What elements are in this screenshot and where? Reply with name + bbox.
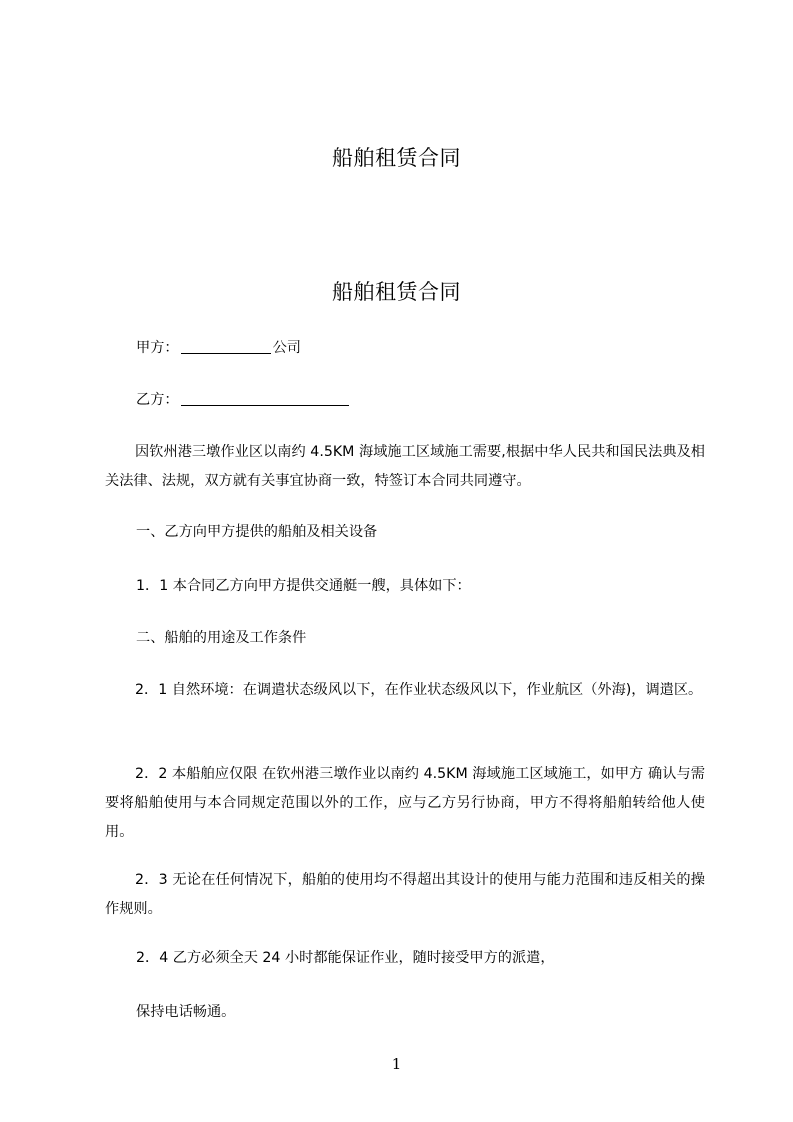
party-a-line [136,338,301,358]
clause-2-3: 2．3 无论在任何情况下，船舶的使用均不得超出其设计的使用与能力范围和违反相关的操作规则。 [105,872,705,917]
party-a-label: 甲方： [136,340,179,356]
document-title-main: 船舶租赁合同 [332,280,461,304]
clause-2-4: 2．4 乙方必须全天 24 小时都能保证作业，随时接受甲方的派遣， [136,950,555,966]
page-number: 1 [391,1055,402,1073]
document-title-top: 船舶租赁合同 [332,146,461,170]
party-b-label: 乙方： [136,392,179,408]
party-b-line [136,390,349,410]
clause-2-2: 2．2 本船舶应仅限 在钦州港三墩作业以南约 4.5KM 海域施工区域施工，如甲方 确认与需要将船舶使用与本合同规定范围以外的工作，应与乙方另行协商，甲方不得将船舶转给他人使用。 [105,766,705,840]
party-b-blank [181,391,349,406]
party-a-suffix: 公司 [272,340,301,356]
section-1-heading: 一、乙方向甲方提供的船舶及相关设备 [136,524,378,540]
clause-2-1: 2．1 自然环境：在调遣状态级风以下，在作业状态级风以下，作业航区（外海)，调遣区。 [135,682,703,698]
intro-paragraph: 因钦州港三墩作业区以南约 4.5KM 海域施工区域施工需要,根据中华人民共和国民法典及相关法律、法规，双方就有关事宜协商一致，特签订本合同共同遵守。 [105,444,705,489]
clause-1-1: 1．1 本合同乙方向甲方提供交通艇一艘，具体如下： [136,578,471,594]
party-a-blank [181,339,271,354]
clause-2-4-continued: 保持电话畅通。 [136,1004,236,1020]
section-2-heading: 二、船舶的用途及工作条件 [136,630,307,646]
